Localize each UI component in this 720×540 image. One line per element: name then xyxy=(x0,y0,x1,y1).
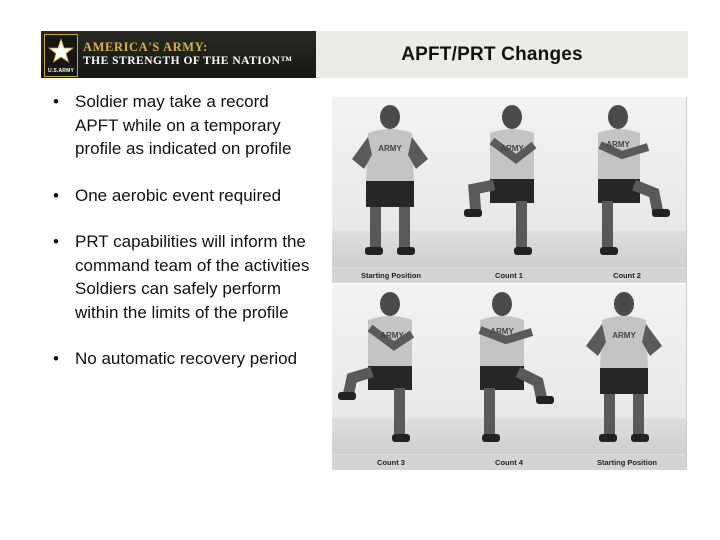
bullet-text: PRT capabilities will inform the command team of the activities Soldiers can safely perform within the limits of the profile xyxy=(75,232,310,322)
exercise-photo-count-4 xyxy=(450,284,569,470)
bullet-dot: • xyxy=(53,92,59,111)
shirt-text: ARMY xyxy=(378,144,402,153)
shirt-text: ARMY xyxy=(500,144,524,153)
army-star-icon xyxy=(48,37,74,65)
exercise-photo-starting-position-end xyxy=(568,284,687,470)
photo-caption: Count 2 xyxy=(613,271,641,280)
caption-bar xyxy=(450,455,568,470)
caption-bar xyxy=(450,268,568,283)
soldier-figure xyxy=(450,284,568,454)
bullet-dot: • xyxy=(53,232,59,251)
bullet-text: No automatic recovery period xyxy=(75,349,298,368)
caption-bar xyxy=(332,455,450,470)
shirt-text: ARMY xyxy=(380,331,404,340)
logo-tagline-line1: AMERICA'S ARMY: xyxy=(83,40,208,54)
bullet-item xyxy=(52,230,314,324)
bullet-text: Soldier may take a record APFT while on a temporary profile as indicated on profile xyxy=(75,92,292,158)
caption-bar xyxy=(568,455,686,470)
shirt-text: ARMY xyxy=(490,327,514,336)
photo-caption: Starting Position xyxy=(597,458,657,467)
bullet-dot: • xyxy=(53,349,59,368)
soldier-figure xyxy=(568,97,686,267)
bullet-dot: • xyxy=(53,185,59,205)
soldier-figure xyxy=(568,284,686,454)
bullet-item xyxy=(52,347,314,371)
us-army-badge-text: U.S.ARMY xyxy=(47,68,75,74)
soldier-figure xyxy=(332,284,450,454)
exercise-photo-grid xyxy=(332,97,686,470)
caption-bar xyxy=(568,268,686,283)
shirt-text: ARMY xyxy=(606,140,630,149)
photo-caption: Count 3 xyxy=(377,458,405,467)
photo-caption: Count 4 xyxy=(495,458,523,467)
army-star-badge xyxy=(44,34,78,77)
logo-tagline-line2: THE STRENGTH OF THE NATION™ xyxy=(83,55,293,67)
bullet-item xyxy=(52,184,314,208)
exercise-photo-count-2 xyxy=(568,97,687,283)
bullet-item xyxy=(52,90,314,161)
exercise-photo-count-1 xyxy=(450,97,569,283)
photo-caption: Count 1 xyxy=(495,271,523,280)
exercise-photo-count-3 xyxy=(332,284,451,470)
shirt-text: ARMY xyxy=(612,331,636,340)
caption-bar xyxy=(332,268,450,283)
exercise-photo-starting-position xyxy=(332,97,451,283)
bullet-list xyxy=(52,90,314,394)
soldier-figure xyxy=(450,97,568,267)
soldier-figure xyxy=(332,97,450,267)
army-logo-banner xyxy=(41,31,316,78)
slide-title: APFT/PRT Changes xyxy=(401,43,583,65)
photo-caption: Starting Position xyxy=(361,271,421,280)
bullet-text: One aerobic event required xyxy=(75,185,282,205)
